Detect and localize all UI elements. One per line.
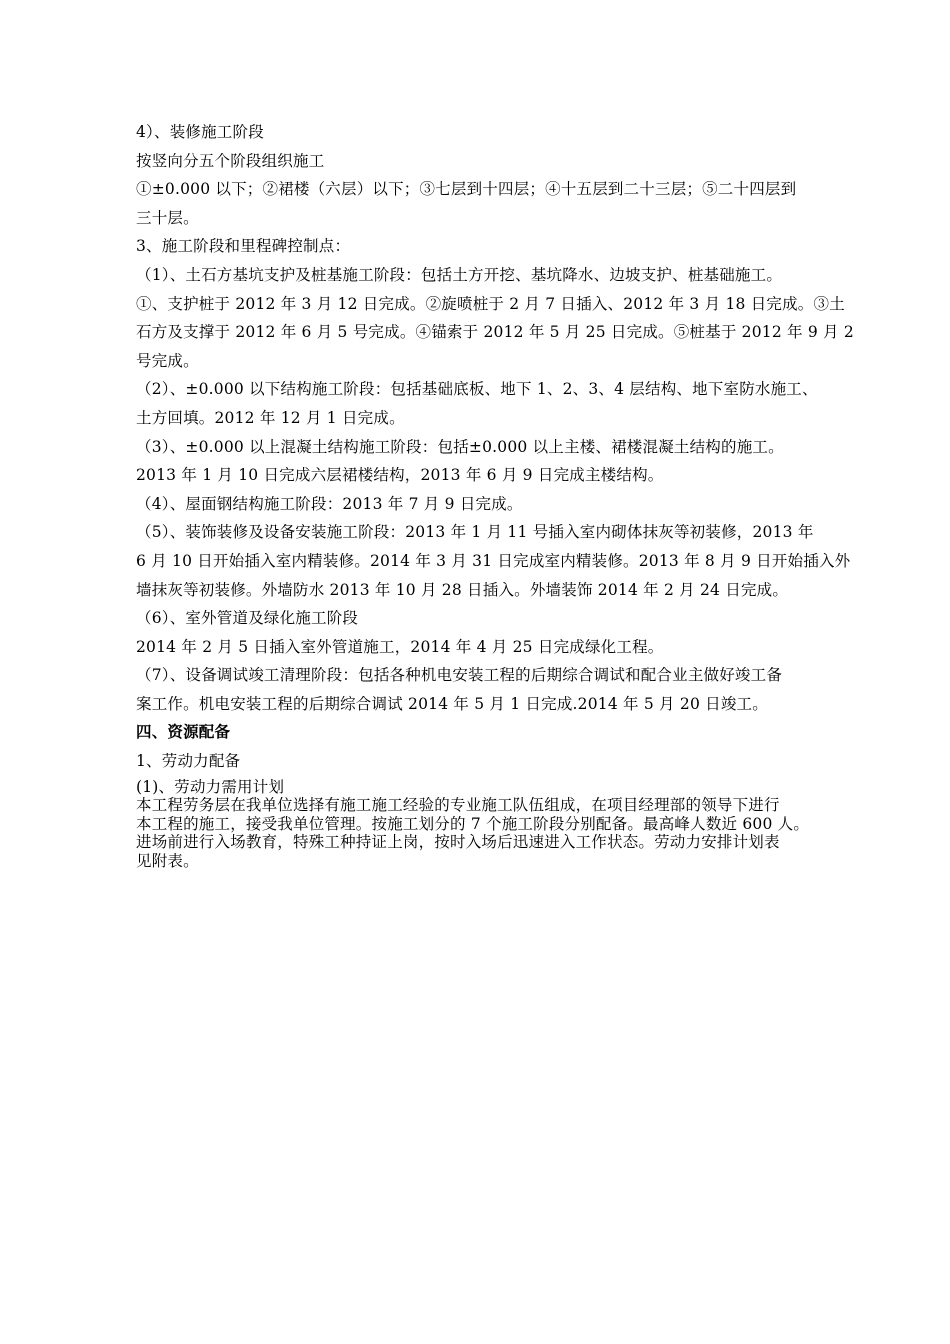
text-line: 石方及支撑于 2012 年 6 月 5 号完成。④锚索于 2012 年 5 月 25 日完成。⑤桩基于 2012 年 9 月 2 xyxy=(136,323,854,342)
text-line: （6）、室外管道及绿化施工阶段 xyxy=(136,609,359,628)
text-line: 6 月 10 日开始插入室内精装修。2014 年 3 月 31 日完成室内精装修。2013 年 8 月 9 日开始插入外 xyxy=(136,551,851,570)
labor-plan-block xyxy=(136,778,856,871)
text-line: ①、支护桩于 2012 年 3 月 12 日完成。②旋喷桩于 2 月 7 日插入、2012 年 3 月 18 日完成。③土 xyxy=(136,294,845,313)
text-line: （1）、土石方基坑支护及桩基施工阶段：包括土方开挖、基坑降水、边坡支护、桩基础施工。 xyxy=(136,265,783,284)
text-line: （7）、设备调试竣工清理阶段：包括各种机电安装工程的后期综合调试和配合业主做好竣工备 xyxy=(136,666,783,685)
paragraph-line: 本工程的施工，接受我单位管理。按施工划分的 7 个施工阶段分别配备。最高峰人数近 600 人。 xyxy=(136,814,810,833)
text-line: 2014 年 2 月 5 日插入室外管道施工，2014 年 4 月 25 日完成绿化工程。 xyxy=(136,637,664,656)
subsub-heading: (1)、劳动力需用计划 xyxy=(136,777,285,796)
text-line: 案工作。机电安装工程的后期综合调试 2014 年 5 月 1 日完成.2014 年 5 月 20 日竣工。 xyxy=(136,694,768,713)
text-line: （5）、装饰装修及设备安装施工阶段：2013 年 1 月 11 号插入室内砌体抹灰等初装修，2013 年 xyxy=(136,523,814,542)
text-line: 三十层。 xyxy=(136,208,199,227)
text-line: （2）、±0.000 以下结构施工阶段：包括基础底板、地下 1、2、3、4 层结构、地下室防水施工、 xyxy=(136,380,818,399)
text-line: 墙抹灰等初装修。外墙防水 2013 年 10 月 28 日插入。外墙装饰 2014 年 2 月 24 日完成。 xyxy=(136,580,789,599)
subsection-heading: 1、劳动力配备 xyxy=(136,752,241,771)
paragraph-line: 本工程劳务层在我单位选择有施工施工经验的专业施工队伍组成，在项目经理部的领导下进行 xyxy=(136,796,780,815)
document-page xyxy=(136,118,856,870)
heading-decoration-stage: 4）、装修施工阶段 xyxy=(136,123,264,141)
paragraph-line: 进场前进行入场教育，特殊工种持证上岗，按时入场后迅速进入工作状态。劳动力安排计划表 xyxy=(136,833,780,852)
text-line: 2013 年 1 月 10 日完成六层裙楼结构，2013 年 6 月 9 日完成主楼结构。 xyxy=(136,466,664,485)
text-line: （4）、屋面钢结构施工阶段：2013 年 7 月 9 日完成。 xyxy=(136,494,523,513)
text-line: ①±0.000 以下；②裙楼（六层）以下；③七层到十四层；④十五层到二十三层；⑤二十四层到 xyxy=(136,180,797,199)
heading-milestones: 3、施工阶段和里程碑控制点： xyxy=(136,237,351,256)
text-line: 土方回填。2012 年 12 月 1 日完成。 xyxy=(136,408,405,427)
text-line: （3）、±0.000 以上混凝土结构施工阶段：包括±0.000 以上主楼、裙楼混凝土结构的施工。 xyxy=(136,437,784,456)
section-heading: 四、资源配备 xyxy=(136,722,231,742)
text-line: 按竖向分五个阶段组织施工 xyxy=(136,151,325,170)
paragraph-line: 见附表。 xyxy=(136,851,199,870)
text-line: 号完成。 xyxy=(136,351,199,370)
